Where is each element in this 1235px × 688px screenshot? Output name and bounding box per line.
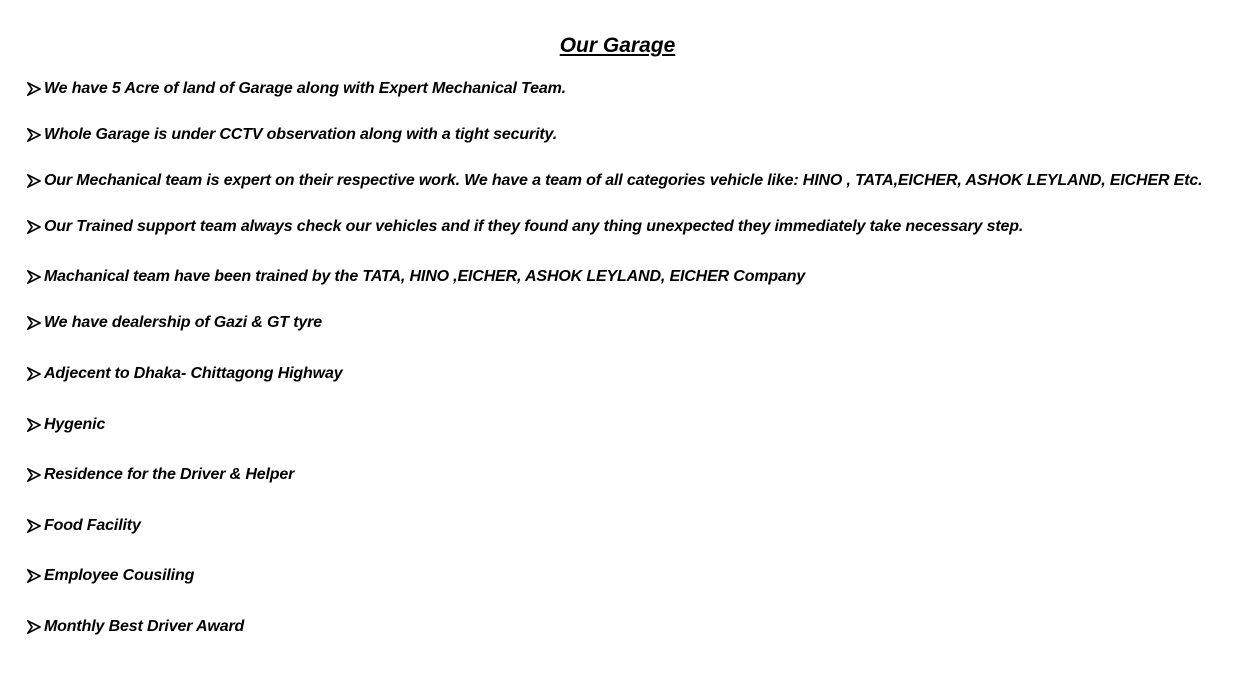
list-item — [27, 266, 805, 288]
arrow-bullet-icon — [27, 316, 41, 330]
arrow-bullet-icon — [27, 468, 41, 482]
list-item-text: Residence for the Driver & Helper — [44, 466, 295, 483]
list-item — [27, 464, 294, 486]
arrow-bullet-icon — [27, 519, 41, 533]
list-item — [27, 170, 1202, 192]
arrow-bullet-icon — [27, 418, 41, 432]
list-item-text: Our Mechanical team is expert on their respective work. We have a team of all categories vehicle like: HINO , TATA,EICHER, ASHOK LEYLAND, EICHER Etc. — [44, 172, 1203, 189]
page-title: Our Garage — [559, 34, 676, 57]
list-item — [27, 312, 322, 334]
arrow-bullet-icon — [27, 220, 41, 234]
arrow-bullet-icon — [27, 128, 41, 142]
list-item — [27, 216, 1023, 238]
list-item-text: Machanical team have been trained by the TATA, HINO ,EICHER, ASHOK LEYLAND, EICHER Company — [44, 268, 806, 285]
arrow-bullet-icon — [27, 569, 41, 583]
arrow-bullet-icon — [27, 620, 41, 634]
list-item — [27, 78, 566, 100]
list-item-text: Employee Cousiling — [44, 567, 195, 584]
list-item-text: Food Facility — [44, 517, 141, 534]
list-item-text: Whole Garage is under CCTV observation along with a tight security. — [44, 126, 557, 143]
list-item-text: Adjecent to Dhaka- Chittagong Highway — [44, 365, 343, 382]
arrow-bullet-icon — [27, 270, 41, 284]
list-item — [27, 616, 244, 638]
list-item-text: Monthly Best Driver Award — [44, 618, 245, 635]
list-item-text: Hygenic — [44, 416, 106, 433]
arrow-bullet-icon — [27, 174, 41, 188]
arrow-bullet-icon — [27, 82, 41, 96]
list-item-text: Our Trained support team always check our vehicles and if they found any thing unexpected they immediately take necessary step. — [44, 218, 1024, 235]
list-item — [27, 124, 557, 146]
list-item — [27, 414, 105, 436]
list-item-text: We have 5 Acre of land of Garage along with Expert Mechanical Team. — [44, 80, 566, 97]
list-item — [27, 565, 194, 587]
list-item-text: We have dealership of Gazi & GT tyre — [44, 314, 322, 331]
list-item — [27, 515, 141, 537]
arrow-bullet-icon — [27, 367, 41, 381]
list-item — [27, 363, 342, 385]
